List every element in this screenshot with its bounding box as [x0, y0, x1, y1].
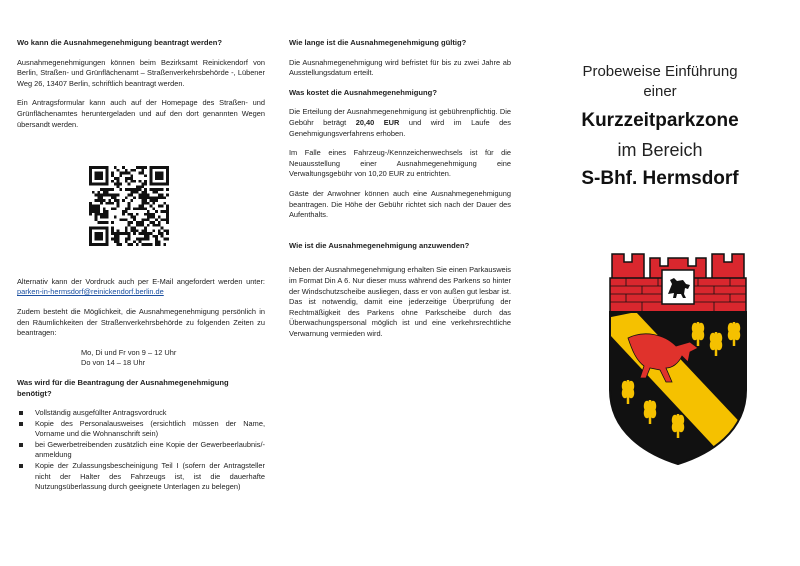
- title-block: [540, 62, 780, 194]
- paragraph-fee: [289, 107, 511, 139]
- fee-text-after: und wird im Laufe des Genehmigungsverfahrens erhoben.: [289, 117, 511, 138]
- list-item: Kopie des Personalausweises (ersichtlich müssen der Name, Vorname und die Wohnanschrift sein): [17, 419, 265, 440]
- office-hours-line-2: Do von 14 – 18 Uhr: [81, 358, 146, 368]
- email-intro: Alternativ kann der Vordruck auch per E-Mail angefordert werden unter:: [17, 276, 265, 286]
- coat-of-arms-icon: [606, 250, 750, 466]
- fee-amount: 20,40 EUR: [355, 117, 400, 127]
- title-line-2: einer: [643, 83, 677, 100]
- title-line-4: im Bereich: [617, 140, 703, 160]
- email-link[interactable]: parken-in-hermsdorf@reinickendorf.berlin.de: [17, 287, 164, 297]
- paragraph-vehicle-change: Im Falle eines Fahrzeug-/Kennzeichenwechsels ist für die Neuausstellung einer Ausnahmegenehmigung eine Verwaltungsgebühr von 10,20 EUR zu entrichten.: [289, 148, 511, 179]
- heading-usage: Wie ist die Ausnahmegenehmigung anzuwenden?: [289, 240, 470, 250]
- fee-text-before: Die Erteilung der Ausnahmegenehmigung ist gebührenpflichtig. Die Gebühr beträgt: [289, 107, 511, 127]
- title-location: S-Bhf. Hermsdorf: [581, 168, 739, 189]
- paragraph-usage: Neben der Ausnahmegenehmigung erhalten Sie einen Parkausweis im Format Din A 6. Nur dieser muss während des Parkens so hinter der Windschutzscheibe ausliegen, dass er von außen gut lesbar ist. Das ist notwendig, damit eine jederzeitige Überprüfung der Rechtmäßigkeit des Parkens ohne Parkscheibe durch das Überwachungspersonal möglich ist und eine verkehrsrechtliche Verwarnung vermieden wird.: [289, 265, 511, 338]
- title-line-1: Probeweise Einführung: [582, 63, 738, 80]
- title-main: Kurzzeitparkzone: [581, 110, 739, 131]
- paragraph-validity: Die Ausnahmegenehmigung wird befristet für bis zu zwei Jahre ab Ausstellungsdatum erteilt.: [289, 57, 511, 78]
- list-item: Kopie der Zulassungsbescheinigung Teil I (sofern der Antragsteller nicht der Halter des Fahrzeugs ist, ist die dauerhafte Nutzungsüberlassung durch geeignete Unterlagen zu belegen): [17, 461, 265, 493]
- paragraph-guests: Gäste der Anwohner können auch eine Ausnahmegenehmigung beantragen. Die Höhe der Gebühr richtet sich nach der Dauer des Aufenthalts.: [289, 188, 511, 220]
- heading-cost: Was kostet die Ausnahmegenehmigung?: [289, 87, 437, 97]
- paragraph-email-request: [17, 277, 265, 298]
- qr-code-icon: [89, 166, 169, 246]
- paragraph-form-download: Ein Antragsformular kann auch auf der Homepage des Straßen- und Grünflächenamtes heruntergeladen und auf den dort genannten Wegen übersandt werden.: [17, 98, 265, 129]
- left-column: [17, 0, 265, 493]
- middle-column: [289, 0, 511, 348]
- heading-where-to-apply: Wo kann die Ausnahmegenehmigung beantragt werden?: [17, 38, 223, 47]
- office-hours: [17, 348, 265, 369]
- requirements-list: [17, 408, 265, 493]
- shield: [606, 310, 750, 466]
- office-hours-line-1: Mo, Di und Fr von 9 – 12 Uhr: [81, 347, 177, 357]
- heading-requirements: Was wird für die Beantragung der Ausnahmegenehmigung benötigt?: [17, 377, 229, 398]
- list-item: bei Gewerbetreibenden zusätzlich eine Kopie der Gewerbeerlaubnis/-anmeldung: [17, 440, 265, 461]
- heading-validity: Wie lange ist die Ausnahmegenehmigung gültig?: [289, 38, 467, 47]
- list-item: Vollständig ausgefüllter Antragsvordruck: [17, 408, 265, 419]
- paragraph-in-person: Zudem besteht die Möglichkeit, die Ausnahmegenehmigung persönlich in den Räumlichkeiten der Straßenverkehrsbehörde zu folgenden Zeiten zu beantragen:: [17, 306, 265, 338]
- paragraph-apply-office: Ausnahmegenehmigungen können beim Bezirksamt Reinickendorf von Berlin, Straßen- und Grünflächenamt – Straßenverkehrsbehörde -, Lübener Weg 26, 13407 Berlin, schriftlich beantragt werden.: [17, 57, 265, 88]
